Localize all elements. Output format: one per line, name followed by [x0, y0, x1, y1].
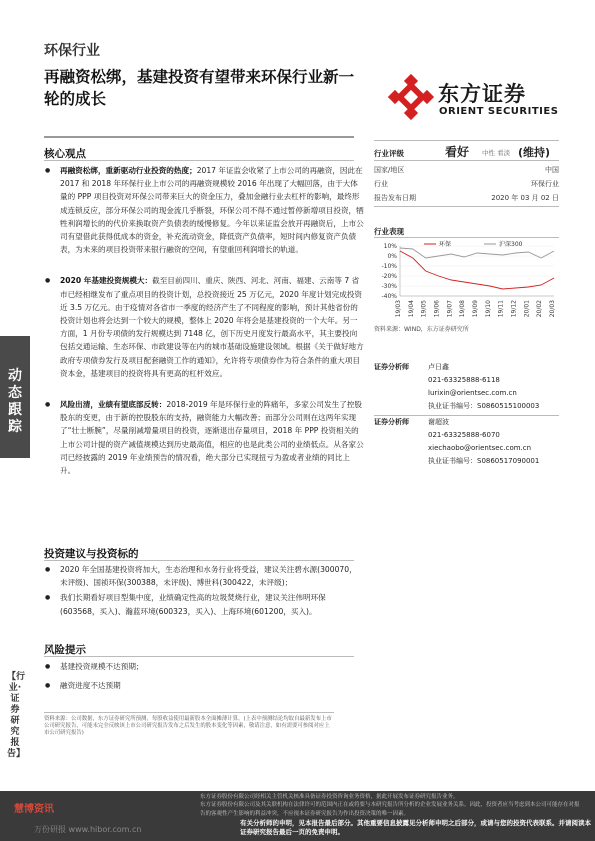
footnote: 资料来源：公司数据，东方证券研究所预测，每股收益使用最新股本全面摊薄计算。(上表中预测结论均取自最新发布上市公司研究报告，可能未完全反映该上市公司研究报告发布之后发生的股本变化等因素，敬请注意，如有需要可参阅对应上市公司研究报告)	[44, 716, 332, 737]
analyst-info	[428, 361, 539, 413]
x-tick-label: 19/07	[446, 300, 454, 318]
point-text: 2017 年证监会收紧了上市公司的再融资，因此在 2017 和 2018 年环保行业上市公司的再融资规模较 2016 年出现了大幅回落，由于大体量的 PPP 项目投资对环保公司带来巨大的资金压力，叠加金融行业去杠杆的影响，最终形成连锁反应，部分环保公司的现金流几乎断裂，环保公司不得不通过暂停新增项目投资，牺牲利润增长的的代价来换取资产负债表的缓慢修复。今年以来证监会放开再融资后，上市公司有望借此获得低成本的资金，补充流动资金，降低资产负债率，短时间内修复资产负债表，为未来的项目投资带来银行融资的空间，有望重回利润增长的轨道。	[60, 166, 364, 255]
point-bold: 2020 年基建投资规模大：	[60, 276, 153, 286]
x-tick-label: 19/09	[472, 300, 479, 318]
footer-line-1: 有关分析师的申明，见本报告最后部分。其他重要信息披露见分析师申明之后部分，或请与您的投资代表联系。并请阅读本证券研究报告最后一页的免责申明。	[240, 819, 591, 836]
core-point	[44, 274, 364, 380]
footer-line-3: 东方证券股份有限公司及其关联机构在法律许可的范围内正在或将要与本研究报告所分析的企业发展业务关系。因此，投资者应当考虑到本公司可能存在对报告的客观性产生影响的利益冲突，不应视本证券研究报告为作出投资决策的唯一因素。	[200, 802, 580, 817]
analyst-label: 证券分析师	[374, 418, 409, 426]
point-text: 截至目前四川、重庆、陕西、河北、河南、福建、云南等 7 省市已经相继发布了重点项目的投资计划，总投资接近 25 万亿元，2020 年度计划完成投资近 3.5 万亿元。由于疫情对各省市一季度的经济产生了不同程度的影响，预计其他省份的投资计划也将会达到一个较大的规模，整体上 2020 年将会是基建投资的一个大年。另一方面，1 月份专项债的发行规模达到 7148 亿，创下历史月度发行最高水平，其主要投向包括交通运输、生态环保、市政建设等在内的城市基础设施建设领域。根据《关于做好地方政府专项债券发行及项目配套融资工作的通知》，允许将专项债券作为符合条件的重大项目资本金，基建项目的投资将具有更高的杠杆效应。	[60, 276, 364, 378]
legend-label: 环保	[439, 241, 452, 248]
y-tick-label: -20%	[381, 273, 397, 280]
y-tick-label: -30%	[381, 283, 397, 290]
x-tick-label: 20/02	[536, 300, 544, 318]
analyst-email[interactable]: xiechaobo@orientsec.com.cn	[428, 444, 532, 452]
info-row-industry	[374, 179, 559, 189]
analyst-label: 证券分析师	[374, 363, 409, 371]
core-heading: 核心观点	[44, 148, 86, 160]
list-item: ● 我们长期看好项目型集中度，业绩确定性高的垃圾焚烧行业，建议关注伟明环保(603568，买入)、瀚蓝环境(600323，买入)、上海环境(601200，买入)。	[44, 591, 364, 617]
divider	[374, 206, 559, 207]
list-item: ● 融资进度不达预期	[44, 679, 364, 692]
footer-watermark: 万份研报 www.hibor.com.cn	[34, 825, 142, 834]
x-tick-label: 19/11	[497, 300, 505, 318]
x-tick-label: 19/12	[510, 300, 518, 318]
footer-line-2: 东方证券股份有限公司经相关主管机关核准具备证券投资咨询业务资格，据此开展发布证券研究报告业务。	[200, 794, 459, 800]
x-tick-label: 20/03	[549, 300, 556, 318]
risk-heading: 风险提示	[44, 644, 86, 656]
logo-name-en: ORIENT SECURITIES	[439, 106, 559, 117]
invest-list	[44, 563, 364, 618]
divider	[44, 656, 354, 657]
rating-label: 行业评级	[374, 149, 404, 158]
list-item: ● 2020 年全国基建投资将加大，生态治理和水务行业将受益，建议关注碧水源(300070，未评级)、国祯环保(300388，未评级)、博世科(300422，未评级)；	[44, 563, 364, 589]
analyst-cert: 执业证书编号：S0860515100003	[428, 402, 540, 410]
y-tick-label: 0%	[387, 253, 397, 260]
x-tick-label: 19/06	[433, 300, 441, 318]
info-key: 报告发布日期	[374, 194, 416, 202]
divider	[44, 136, 354, 138]
list-item: ● 基建投资规模不达预期；	[44, 660, 364, 673]
rating-value: 看好	[445, 145, 470, 159]
analyst-cert: 执业证书编号：S0860517090001	[428, 457, 540, 465]
y-tick-label: 10%	[383, 243, 397, 250]
footer-brand: 慧博资讯	[14, 804, 54, 815]
analyst-name: 谢超波	[428, 418, 449, 426]
analyst-email[interactable]: lurixin@orientsec.com.cn	[428, 389, 517, 397]
divider	[374, 160, 559, 161]
core-point	[44, 164, 364, 256]
rating-keep: (维持)	[518, 146, 551, 159]
legend-label: 沪深300	[499, 241, 523, 248]
info-key: 国家/地区	[374, 166, 405, 174]
core-points	[44, 164, 364, 477]
x-tick-label: 19/08	[459, 300, 467, 318]
point-bold: 再融资松绑，重新驱动行业投资的热度；	[60, 166, 197, 175]
analyst-name: 卢日鑫	[428, 363, 449, 371]
point-text: 2018-2019 年是环保行业的阵痛年，多家公司发生了控股股东的变更，由于新的控股股东的支持，融资能力大幅改善；而部分公司则在这两年实现了“壮士断腕”，尽量削减增量项目的投资，逐渐退出存量项目，2018 年 PPP 投资相关的上市公司计提的资产减值规模达到历史最高值，相应的也是此类公司的业绩低点。从各家公司已经披露的 2019 年业绩预告的情况看，绝大部分已实现扭亏为盈或者业绩的同比上升。	[60, 400, 364, 476]
info-key: 行业	[374, 180, 388, 188]
logo-mark-icon	[388, 74, 434, 120]
y-tick-label: -10%	[381, 263, 397, 270]
performance-chart	[374, 238, 559, 338]
industry-label: 环保行业	[44, 43, 100, 59]
info-row-region	[374, 165, 559, 175]
x-tick-label: 19/03	[395, 300, 402, 318]
series-line-1	[400, 248, 554, 258]
x-tick-label: 19/05	[420, 300, 428, 318]
analyst-phone: 021-63325888-6118	[428, 376, 500, 384]
report-title: 再融资松绑，基建投资有望带来环保行业新一轮的成长	[44, 68, 355, 108]
info-row-date	[374, 193, 559, 203]
x-tick-label: 20/01	[523, 300, 531, 318]
divider	[44, 160, 354, 161]
analyst-info	[428, 416, 539, 468]
y-tick-label: -40%	[381, 293, 397, 300]
risk-list	[44, 660, 364, 692]
x-tick-label: 19/10	[484, 300, 492, 318]
info-value: 环保行业	[531, 180, 559, 188]
x-tick-label: 19/04	[407, 300, 415, 318]
side-tab-2-label: 【行业·证券研究报告】	[7, 672, 26, 759]
divider	[44, 712, 334, 713]
rating-options: 中性 看淡	[482, 149, 511, 157]
point-bold: 风险出清，业绩有望底部反转：	[60, 400, 167, 410]
logo-name-cn: 东方证券	[438, 82, 526, 106]
chart-title: 行业表现	[374, 227, 404, 236]
divider	[44, 560, 354, 561]
divider	[374, 140, 559, 141]
core-point	[44, 398, 364, 477]
chart-source: 资料来源：WIND，东方证券研究所	[374, 326, 469, 333]
invest-heading: 投资建议与投资标的	[44, 548, 139, 560]
info-value: 中国	[545, 166, 559, 174]
analyst-phone: 021-63325888-6070	[428, 431, 500, 439]
side-tab-label: 动态跟踪	[8, 368, 22, 435]
info-value: 2020 年 03 月 02 日	[491, 194, 559, 202]
